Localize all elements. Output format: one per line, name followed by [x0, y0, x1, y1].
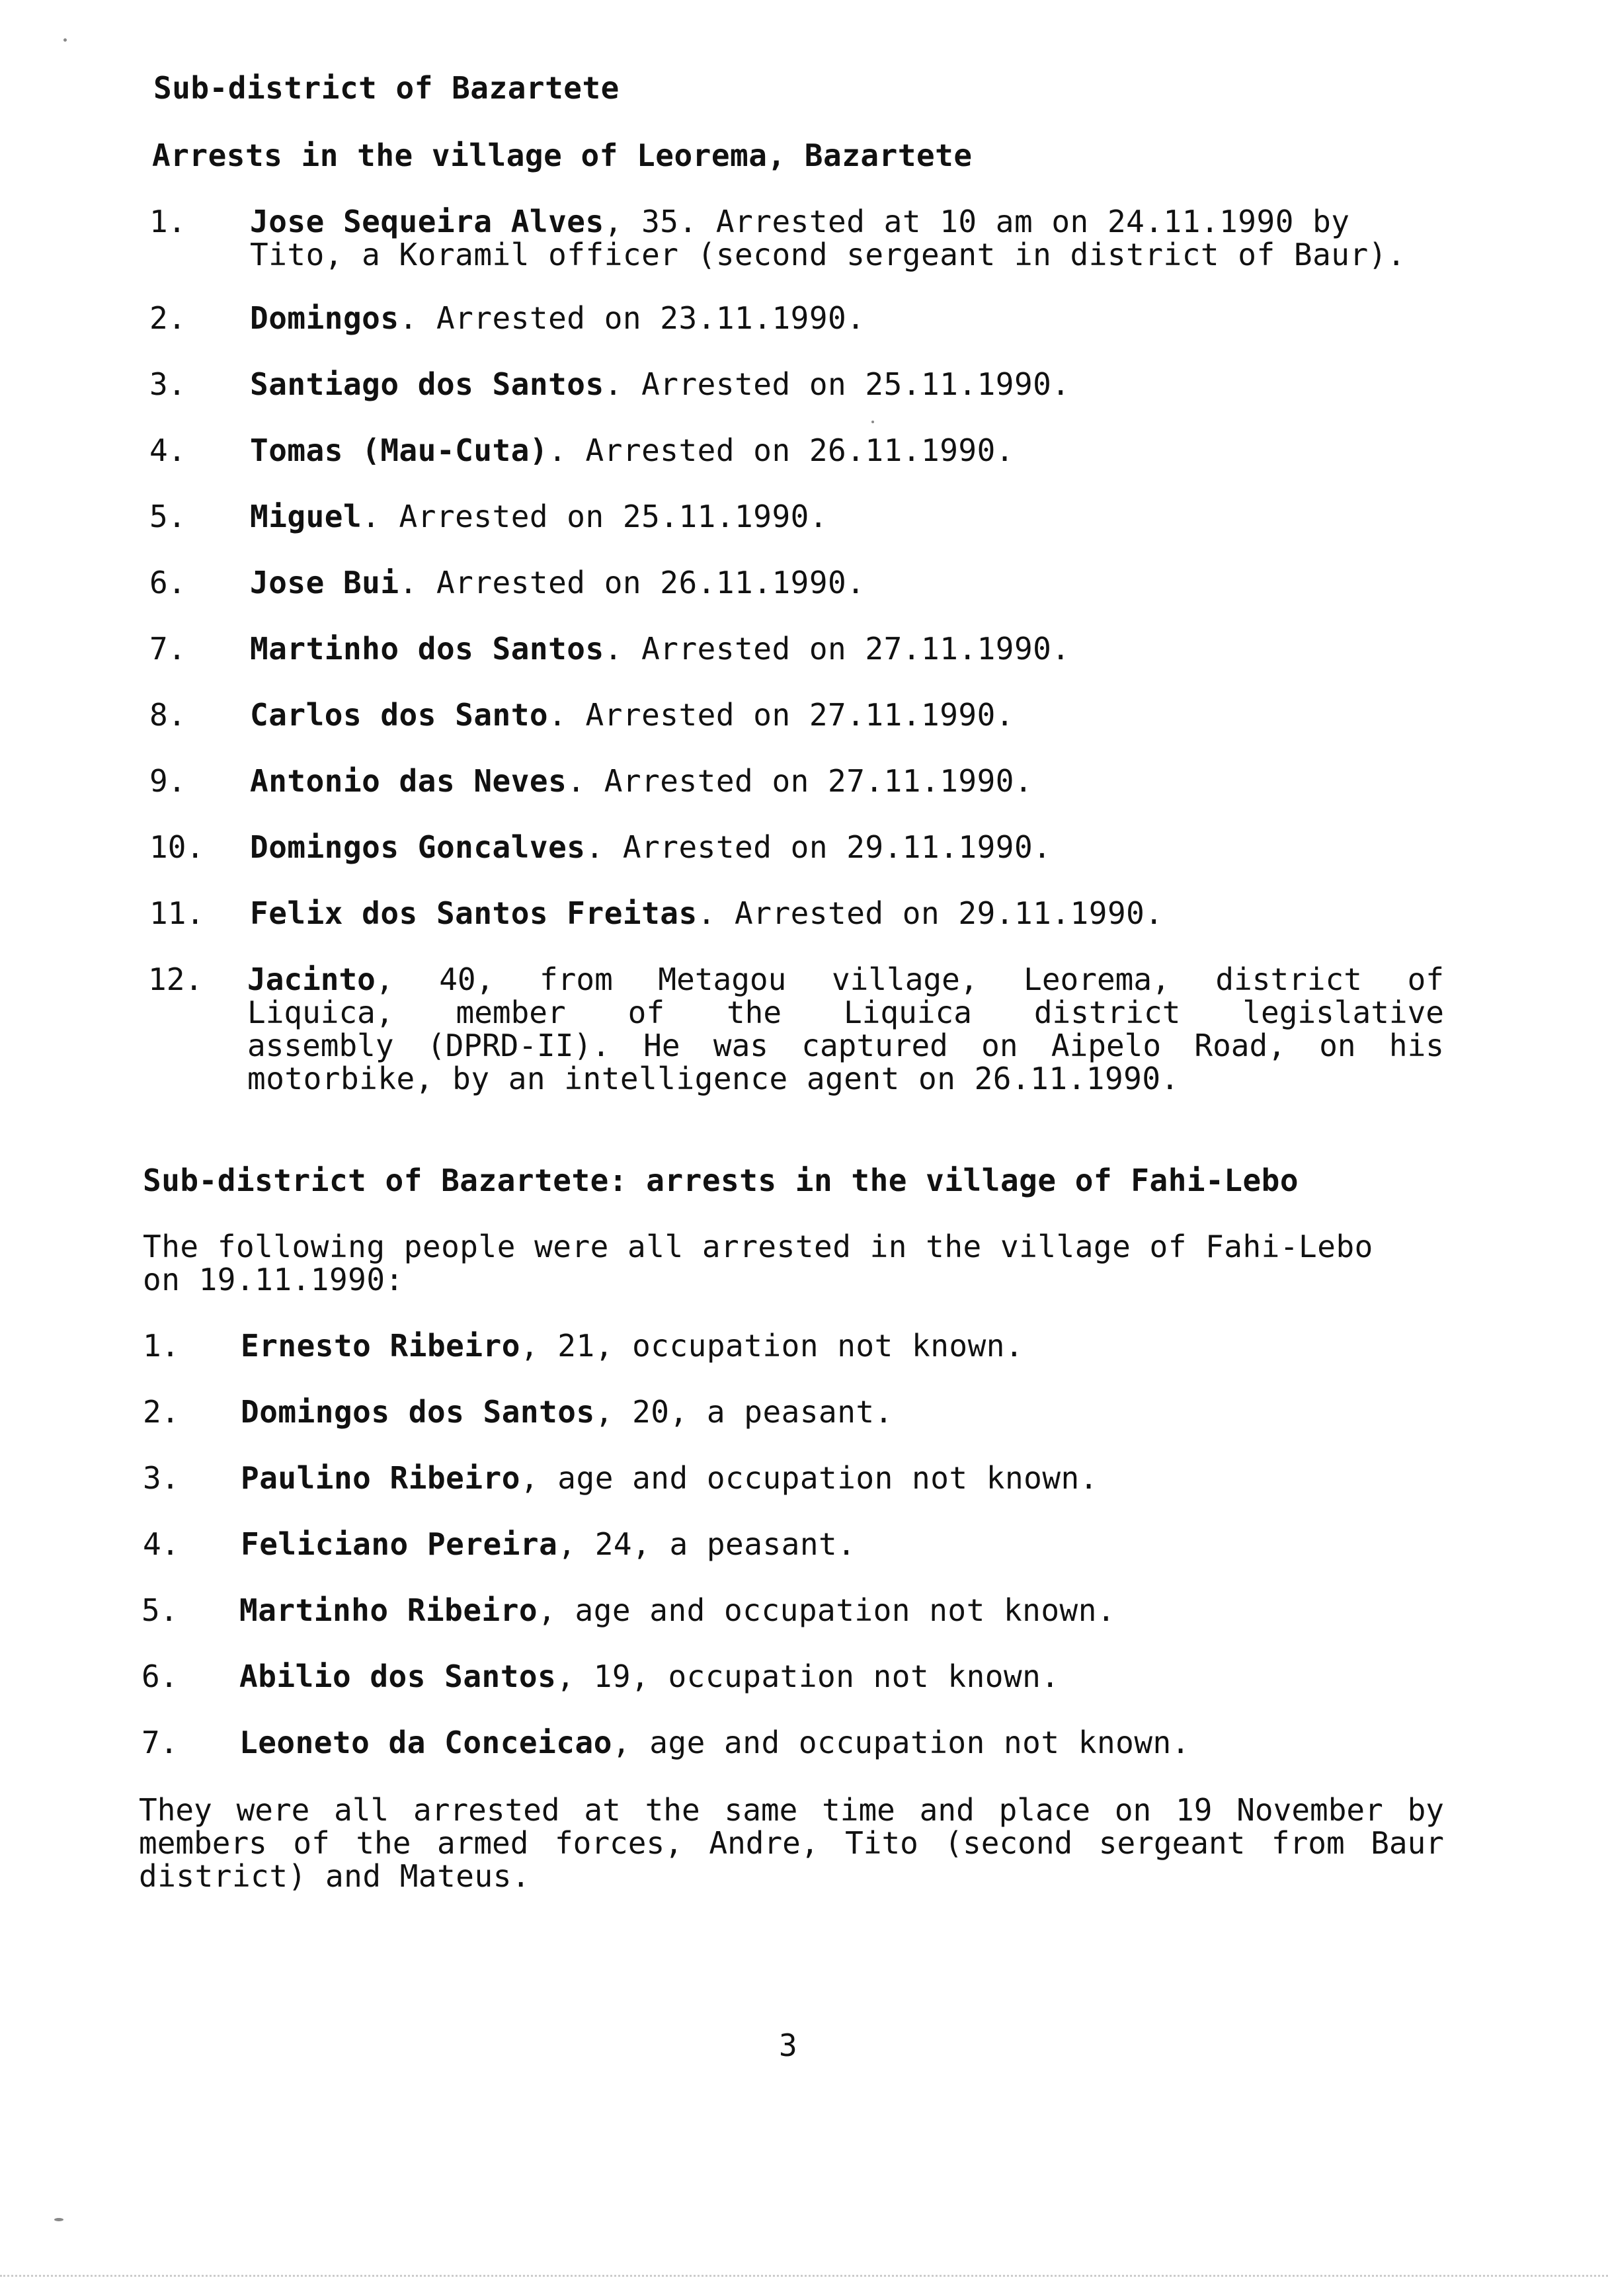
item-detail: , 24, a peasant.	[557, 1526, 856, 1562]
list-item	[250, 500, 828, 533]
item-detail: . Arrested on 26.11.1990.	[548, 432, 1014, 468]
person-name: Martinho Ribeiro	[239, 1592, 538, 1628]
person-name: Miguel	[250, 499, 362, 534]
person-name: Carlos dos Santo	[250, 697, 549, 733]
closing-paragraph-continued: district) and Mateus.	[139, 1858, 531, 1894]
item-detail-continued: Liquica, member of the Liquica district legislative	[247, 995, 1444, 1030]
item-detail: , 19, occupation not known.	[556, 1659, 1060, 1694]
list-number: 2.	[149, 300, 186, 336]
list-number: 1.	[143, 1328, 180, 1364]
item-detail: , age and occupation not known.	[538, 1592, 1116, 1628]
list-item	[241, 1528, 856, 1561]
list-number: 3.	[143, 1460, 180, 1496]
list-item	[250, 434, 1014, 467]
list-number: 1.	[149, 204, 186, 239]
list-item	[250, 698, 1014, 731]
list-item	[250, 205, 1349, 238]
section-heading-fahi-lebo: Sub-district of Bazartete: arrests in the village of Fahi-Lebo	[143, 1163, 1299, 1198]
list-item	[250, 897, 1164, 930]
item-detail: . Arrested on 23.11.1990.	[399, 300, 865, 336]
item-detail: , age and occupation not known.	[612, 1725, 1190, 1760]
scan-edge	[0, 2275, 1608, 2277]
list-number: 8.	[149, 697, 186, 733]
item-detail: , 21, occupation not known.	[520, 1328, 1024, 1364]
list-item	[241, 1461, 1098, 1495]
item-detail-continued: assembly (DPRD-II). He was captured on Aipelo Road, on his	[247, 1028, 1444, 1063]
list-number: 6.	[141, 1659, 179, 1694]
person-name: Santiago dos Santos	[250, 366, 604, 402]
section-heading-bazartete: Sub-district of Bazartete	[153, 70, 620, 106]
scan-speck	[871, 421, 874, 423]
list-number: 2.	[143, 1394, 180, 1430]
person-name: Feliciano Pereira	[241, 1526, 558, 1562]
item-detail: , 40, from Metagou village, Leorema, district of	[375, 962, 1444, 997]
person-name: Jacinto	[247, 962, 376, 997]
person-name: Ernesto Ribeiro	[241, 1328, 520, 1364]
item-detail: . Arrested on 29.11.1990.	[585, 829, 1052, 865]
item-detail: . Arrested on 25.11.1990.	[362, 499, 828, 534]
intro-paragraph: The following people were all arrested in the village of Fahi-Lebo	[143, 1229, 1373, 1264]
person-name: Martinho dos Santos	[250, 631, 604, 667]
list-number: 6.	[149, 565, 186, 600]
page-number: 3	[779, 2028, 798, 2063]
person-name: Domingos	[250, 300, 399, 336]
closing-paragraph-continued: members of the armed forces, Andre, Tito (second sergeant from Baur	[139, 1825, 1444, 1861]
list-item	[239, 1594, 1115, 1627]
list-item	[250, 831, 1051, 864]
subheading-leorema: Arrests in the village of Leorema, Bazartete	[152, 138, 973, 173]
list-item	[247, 963, 1444, 996]
list-number: 9.	[149, 763, 186, 799]
item-detail-continued: Tito, a Koramil officer (second sergeant in district of Baur).	[250, 237, 1406, 272]
item-detail: . Arrested on 27.11.1990.	[567, 763, 1033, 799]
person-name: Jose Bui	[250, 565, 399, 600]
list-item	[239, 1660, 1060, 1693]
list-number: 4.	[143, 1526, 180, 1562]
list-item	[241, 1395, 893, 1428]
person-name: Tomas (Mau-Cuta)	[250, 432, 549, 468]
item-detail: , age and occupation not known.	[520, 1460, 1098, 1496]
list-number: 12.	[148, 962, 204, 997]
list-number: 4.	[149, 432, 186, 468]
person-name: Abilio dos Santos	[239, 1659, 557, 1694]
person-name: Domingos Goncalves	[250, 829, 586, 865]
person-name: Paulino Ribeiro	[241, 1460, 520, 1496]
list-item	[250, 632, 1070, 665]
item-detail: . Arrested on 29.11.1990.	[697, 895, 1164, 931]
item-detail: , 35. Arrested at 10 am on 24.11.1990 by	[604, 204, 1350, 239]
list-number: 5.	[141, 1592, 179, 1628]
person-name: Leoneto da Conceicao	[239, 1725, 612, 1760]
item-detail: , 20, a peasant.	[594, 1394, 893, 1430]
list-item	[250, 368, 1070, 401]
intro-paragraph-continued: on 19.11.1990:	[143, 1262, 404, 1297]
person-name: Felix dos Santos Freitas	[250, 895, 698, 931]
list-item	[241, 1329, 1024, 1362]
person-name: Jose Sequeira Alves	[250, 204, 604, 239]
person-name: Domingos dos Santos	[241, 1394, 595, 1430]
list-number: 7.	[149, 631, 186, 667]
list-number: 10.	[149, 829, 205, 865]
list-number: 11.	[149, 895, 205, 931]
person-name: Antonio das Neves	[250, 763, 567, 799]
item-detail: . Arrested on 27.11.1990.	[548, 697, 1014, 733]
list-item	[239, 1726, 1190, 1759]
list-item	[250, 764, 1033, 798]
list-item	[250, 302, 865, 335]
item-detail: . Arrested on 26.11.1990.	[399, 565, 865, 600]
list-number: 3.	[149, 366, 186, 402]
item-detail-continued: motorbike, by an intelligence agent on 26.11.1990.	[247, 1061, 1180, 1096]
item-detail: . Arrested on 27.11.1990.	[604, 631, 1070, 667]
list-number: 7.	[141, 1725, 179, 1760]
scan-speck	[63, 38, 67, 42]
item-detail: . Arrested on 25.11.1990.	[604, 366, 1070, 402]
list-item	[250, 566, 865, 599]
list-number: 5.	[149, 499, 186, 534]
scan-speck	[54, 2218, 63, 2221]
closing-paragraph: They were all arrested at the same time and place on 19 November by	[139, 1792, 1444, 1828]
